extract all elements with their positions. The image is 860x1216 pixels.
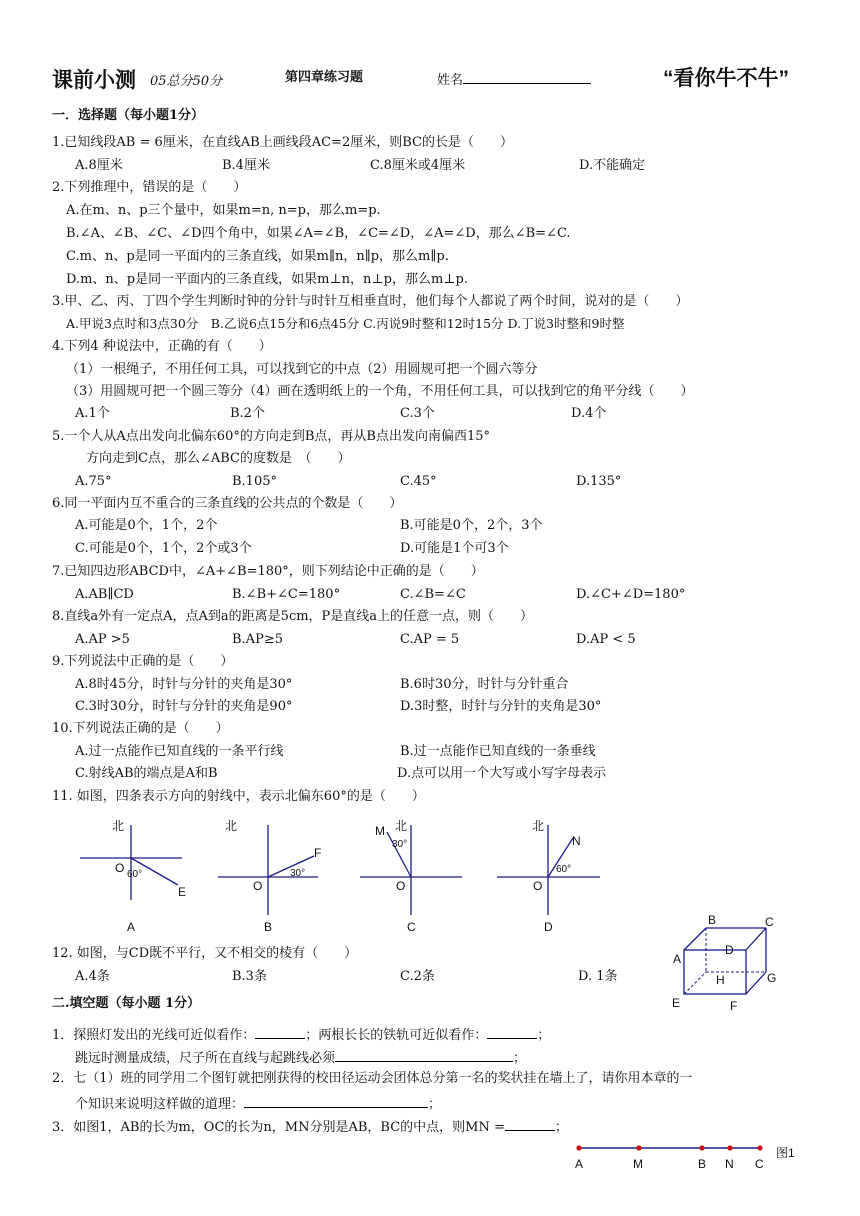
motto: “看你牛不牛”: [663, 67, 789, 90]
cube-label-g: G: [767, 971, 777, 985]
q9-stem: 9.下列说法中正确的是（ ）: [52, 654, 234, 669]
q8-option-d: D.AP < 5: [576, 632, 636, 647]
q10-option-a: A.过一点能作已知直线的一条平行线: [75, 744, 284, 759]
cube-label-h: H: [716, 973, 725, 987]
q11-caption-d: D: [544, 920, 553, 934]
name-label: 姓名: [437, 73, 464, 88]
score-subtitle: 05总分50分: [150, 74, 223, 89]
q8-option-b: B.AP≥5: [232, 632, 283, 647]
q4-option-a: A.1个: [75, 406, 110, 421]
fill2-line2: [75, 1093, 441, 1114]
q7-option-d: D.∠C+∠D=180°: [576, 587, 686, 602]
fill2-text-a: 个知识来说明这样做的道理：: [75, 1097, 245, 1112]
q11-a-o: O: [115, 861, 125, 875]
q1-option-c: C.8厘米或4厘米: [370, 158, 466, 173]
fill1-blank2[interactable]: [487, 1024, 537, 1039]
q11-d-o: O: [533, 879, 543, 893]
q5-stem: 5.一个人从A点出发向北偏东60°的方向走到B点，再从B点出发向南偏西15°: [52, 429, 490, 444]
q12-stem: 12. 如图，与CD既不平行，又不相交的棱有（ ）: [52, 946, 358, 961]
q5-option-d: D.135°: [576, 474, 622, 489]
q11-c-angle: 30°: [392, 839, 408, 850]
q10-option-d: D.点可以用一个大写或小写字母表示: [397, 766, 607, 781]
q11-a-angle: 60°: [127, 869, 143, 880]
q4-line1: （1）一根绳子，不用任何工具，可以找到它的中点（2）用圆规可把一个圆六等分: [66, 362, 538, 377]
section1-heading: 一．选择题（每小题1分）: [52, 108, 205, 123]
q11-d-angle: 60°: [556, 864, 572, 875]
q11-d-north: 北: [532, 819, 545, 833]
fig1-label-n: N: [725, 1157, 734, 1171]
q3-stem: 3.甲、乙、丙、丁四个学生判断时钟的分针与时针互相垂直时，他们每个人都说了两个时间，说对的是（ ）: [52, 294, 689, 309]
fig1-caption: 图1: [776, 1146, 795, 1160]
q2-option-d: D.m、n、p是同一平面内的三条直线，如果m⊥n，n⊥p，那么m⊥p.: [66, 272, 468, 287]
fill1-blank1[interactable]: [255, 1024, 305, 1039]
fill1-text-e: ；: [513, 1051, 527, 1066]
cube-label-a: A: [673, 952, 682, 966]
fill1-text-b: ；两根长长的铁轨可近似看作：: [305, 1028, 488, 1043]
q6-option-b: B.可能是0个，2个，3个: [400, 518, 543, 533]
fill3-blank[interactable]: [505, 1116, 555, 1131]
q7-option-c: C.∠B=∠C: [400, 587, 466, 602]
name-field[interactable]: [437, 69, 591, 90]
fill2-text-b: ；: [428, 1097, 442, 1112]
q11-d-n: N: [572, 834, 581, 848]
q7-stem: 7.已知四边形ABCD中，∠A+∠B=180°，则下列结论中正确的是（ ）: [52, 564, 484, 579]
q11-c-m: M: [375, 824, 385, 838]
fill1-text-d: 跳远时测量成绩，尺子所在直线与起跳线必须: [75, 1051, 336, 1066]
cube-label-b: B: [708, 913, 717, 927]
q11-diagrams: [70, 810, 630, 940]
q8-stem: 8.直线a外有一定点A，点A到a的距离是5cm，P是直线a上的任意一点，则（ ）: [52, 609, 534, 624]
fig1-point-a: [576, 1145, 581, 1150]
q9-option-b: B.6时30分，时针与分针重合: [400, 677, 569, 692]
q11-stem: 11. 如图，四条表示方向的射线中，表示北偏东60°的是（ ）: [52, 789, 425, 804]
chapter-title: 第四章练习题: [285, 70, 364, 85]
q3-options: A.甲说3点时和3点30分 B.乙说6点15分和6点45分 C.丙说9时整和12时15分 D.丁说3时整和9时整: [66, 316, 625, 331]
cube-label-d: D: [725, 943, 734, 957]
q6-option-c: C.可能是0个，1个，2个或3个: [75, 541, 252, 556]
q4-option-d: D.4个: [571, 406, 607, 421]
q12-option-a: A.4条: [75, 969, 110, 984]
fill1-text-a: 1．探照灯发出的光线可近似看作：: [52, 1028, 256, 1043]
figure1-segment: [568, 1138, 808, 1174]
q11-caption-b: B: [264, 920, 273, 934]
fill3-line: [52, 1116, 568, 1137]
q10-option-b: B.过一点能作已知直线的一条垂线: [400, 744, 596, 759]
q12-option-d: D. 1条: [578, 969, 618, 984]
q11-b-f: F: [314, 846, 322, 860]
q2-option-c: C.m、n、p是同一平面内的三条直线，如果m∥n，n∥p，那么m∥p.: [66, 249, 449, 264]
fig1-point-n: [727, 1145, 732, 1150]
q7-option-b: B.∠B+∠C=180°: [232, 587, 341, 602]
fill3-end: ；: [554, 1120, 568, 1135]
q11-a-north: 北: [112, 819, 125, 833]
q10-stem: 10.下列说法正确的是（ ）: [52, 721, 229, 736]
q10-option-c: C.射线AB的端点是A和B: [75, 766, 218, 781]
fill1-blank3[interactable]: [335, 1047, 513, 1062]
q1-option-d: D.不能确定: [579, 158, 646, 173]
q11-b-o: O: [253, 879, 263, 893]
q9-option-c: C.3时30分，时针与分针的夹角是90°: [75, 699, 293, 714]
q2-option-b: B.∠A、∠B、∠C、∠D四个角中，如果∠A=∠B，∠C=∠D，∠A=∠D，那么∠B=∠C.: [66, 226, 571, 241]
q6-option-d: D.可能是1个可3个: [400, 541, 509, 556]
q4-option-b: B.2个: [230, 406, 265, 421]
fill3-text: 3．如图1，AB的长为m，OC的长为n，MN分别是AB，BC的中点，则MN =: [52, 1120, 505, 1135]
q11-c-north: 北: [395, 819, 408, 833]
q8-option-a: A.AP >5: [75, 632, 130, 647]
q11-b-north: 北: [225, 819, 238, 833]
q1-option-b: B.4厘米: [222, 158, 270, 173]
fill2-blank[interactable]: [244, 1093, 428, 1108]
fig1-label-b: B: [698, 1157, 707, 1171]
q12-option-c: C.2条: [400, 969, 435, 984]
cube-label-c: C: [765, 915, 774, 929]
q1-option-a: A.8厘米: [75, 158, 123, 173]
q4-stem: 4.下列4 种说法中，正确的有（ ）: [52, 339, 272, 354]
q4-line2: （3）用圆规可把一个圆三等分（4）画在透明纸上的一个角，不用任何工具，可以找到它的角平分线（ ）: [66, 384, 694, 399]
q4-option-c: C.3个: [400, 406, 435, 421]
fig1-point-c: [757, 1145, 762, 1150]
q6-stem: 6.同一平面内互不重合的三条直线的公共点的个数是（ ）: [52, 496, 403, 511]
fig1-label-m: M: [633, 1157, 643, 1171]
page-title: 课前小测: [52, 67, 136, 92]
q9-option-d: D.3时整，时针与分针的夹角是30°: [400, 699, 602, 714]
q11-b-angle: 30°: [290, 868, 306, 879]
fill2-line1: 2．七（1）班的同学用二个图钉就把刚获得的校田径运动会团体总分第一名的奖状挂在墙上了，请你用本章的一: [52, 1071, 693, 1086]
q5-option-a: A.75°: [75, 474, 112, 489]
fig1-point-m: [636, 1145, 641, 1150]
q12-option-b: B.3条: [232, 969, 267, 984]
fill1-text-c: ；: [537, 1028, 551, 1043]
q2-option-a: A.在m、n、p三个量中，如果m=n, n=p，那么m=p.: [66, 203, 381, 218]
cube-label-f: F: [730, 999, 738, 1012]
q1-stem: 1.已知线段AB = 6厘米，在直线AB上画线段AC=2厘米，则BC的长是（ ）: [52, 135, 513, 150]
name-blank[interactable]: [463, 69, 591, 84]
fill1-line2: [75, 1047, 526, 1068]
q11-a-e: E: [178, 885, 187, 899]
q8-option-c: C.AP = 5: [400, 632, 460, 647]
q5-stem2: 方向走到C点，那么∠ABC的度数是 （ ）: [86, 451, 351, 466]
fig1-label-c: C: [755, 1157, 764, 1171]
q12-cube-diagram: [668, 912, 793, 1012]
fig1-point-b: [699, 1145, 704, 1150]
q6-option-a: A.可能是0个，1个，2个: [75, 518, 218, 533]
fig1-label-a: A: [575, 1157, 584, 1171]
q11-c-o: O: [396, 879, 406, 893]
q11-caption-a: A: [127, 920, 136, 934]
q5-option-c: C.45°: [400, 474, 437, 489]
fill1-line1: [52, 1024, 550, 1045]
q11-caption-c: C: [407, 920, 416, 934]
cube-label-e: E: [672, 996, 681, 1010]
q7-option-a: A.AB∥CD: [75, 587, 134, 602]
q9-option-a: A.8时45分，时针与分针的夹角是30°: [75, 677, 293, 692]
q5-option-b: B.105°: [232, 474, 277, 489]
q2-stem: 2.下列推理中，错误的是（ ）: [52, 180, 247, 195]
section2-heading: 二.填空题（每小题 1分）: [52, 996, 201, 1011]
